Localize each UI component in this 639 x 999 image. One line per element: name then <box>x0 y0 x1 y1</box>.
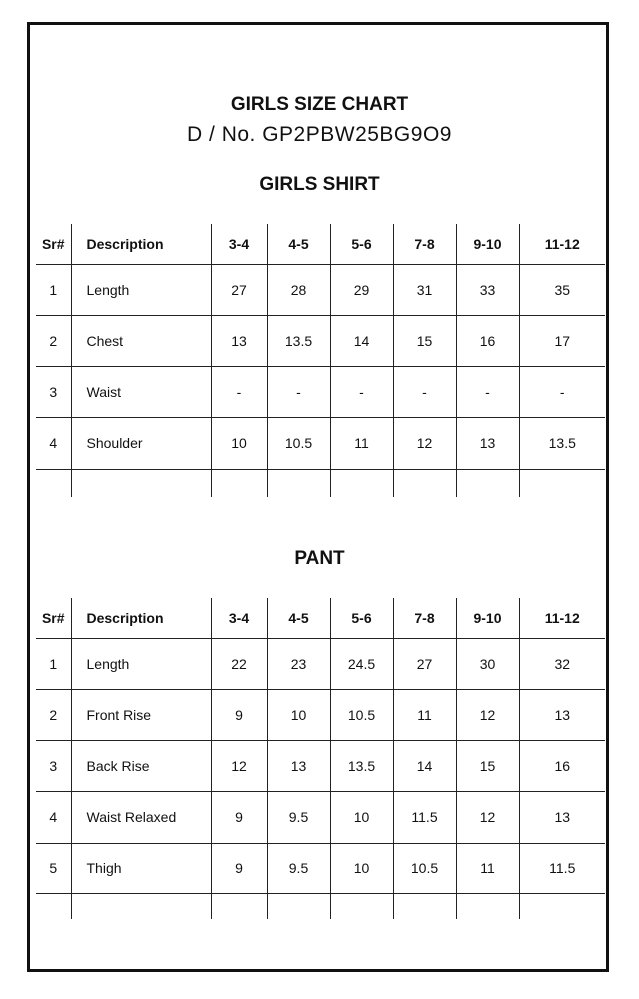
table-cell: 12 <box>393 417 456 469</box>
table-row <box>36 740 605 791</box>
column-header: Description <box>71 224 211 264</box>
table-cell: 10 <box>330 843 393 893</box>
table-cell: Waist <box>71 366 211 417</box>
column-header: 4-5 <box>267 224 330 264</box>
column-header: 4-5 <box>267 598 330 638</box>
table-cell: 5 <box>36 843 71 893</box>
table-cell: 29 <box>330 264 393 315</box>
table-cell: 14 <box>393 740 456 791</box>
table-row-empty <box>36 469 605 497</box>
table-cell: 24.5 <box>330 638 393 689</box>
table-cell: 9 <box>211 689 267 740</box>
table-cell: 13 <box>519 689 605 740</box>
shirt-size-table <box>36 224 605 497</box>
table-cell: - <box>519 366 605 417</box>
table-cell: 23 <box>267 638 330 689</box>
table-cell: 13 <box>267 740 330 791</box>
table-row <box>36 366 605 417</box>
table-cell: 17 <box>519 315 605 366</box>
table-cell: 22 <box>211 638 267 689</box>
table-cell: Thigh <box>71 843 211 893</box>
column-header: 5-6 <box>330 598 393 638</box>
design-number: D / No. GP2PBW25BG9O9 <box>187 123 452 146</box>
table-cell: 2 <box>36 315 71 366</box>
table-cell: 35 <box>519 264 605 315</box>
table-cell: 11 <box>330 417 393 469</box>
table-cell: 14 <box>330 315 393 366</box>
table-cell: - <box>267 366 330 417</box>
table-cell: Length <box>71 638 211 689</box>
column-header: 9-10 <box>456 224 519 264</box>
table-cell: 11 <box>456 843 519 893</box>
table-row <box>36 417 605 469</box>
table-cell: 13 <box>211 315 267 366</box>
table-cell: Length <box>71 264 211 315</box>
column-header: 7-8 <box>393 224 456 264</box>
table-cell: 13.5 <box>519 417 605 469</box>
table-cell: 9 <box>211 791 267 843</box>
table-cell: 30 <box>456 638 519 689</box>
table-cell: 10.5 <box>267 417 330 469</box>
table-cell: 13 <box>456 417 519 469</box>
table-row <box>36 638 605 689</box>
table-cell: 9 <box>211 843 267 893</box>
table-row <box>36 843 605 893</box>
column-header: 7-8 <box>393 598 456 638</box>
table-cell: 32 <box>519 638 605 689</box>
table-cell: 12 <box>456 791 519 843</box>
table-row <box>36 689 605 740</box>
chart-title: GIRLS SIZE CHART <box>230 94 409 115</box>
table-cell: - <box>211 366 267 417</box>
table-cell: 13 <box>519 791 605 843</box>
table-cell: - <box>330 366 393 417</box>
table-cell: 13.5 <box>267 315 330 366</box>
column-header: 3-4 <box>211 598 267 638</box>
table-cell: 11.5 <box>519 843 605 893</box>
table-cell: 15 <box>456 740 519 791</box>
table-header-row <box>36 598 605 638</box>
table-cell: 31 <box>393 264 456 315</box>
table-cell: 9.5 <box>267 843 330 893</box>
table-row <box>36 315 605 366</box>
table-cell: 13.5 <box>330 740 393 791</box>
table-cell: - <box>456 366 519 417</box>
table-cell: 3 <box>36 366 71 417</box>
shirt-section-title: GIRLS SHIRT <box>259 174 380 195</box>
table-cell: 16 <box>456 315 519 366</box>
table-cell: 12 <box>211 740 267 791</box>
table-cell: 28 <box>267 264 330 315</box>
table-cell: 3 <box>36 740 71 791</box>
table-cell: 10 <box>211 417 267 469</box>
column-header: Description <box>71 598 211 638</box>
table-cell: - <box>393 366 456 417</box>
column-header: 9-10 <box>456 598 519 638</box>
table-cell: 2 <box>36 689 71 740</box>
table-cell: 1 <box>36 638 71 689</box>
column-header: 11-12 <box>519 224 605 264</box>
table-cell: 27 <box>393 638 456 689</box>
table-cell: 9.5 <box>267 791 330 843</box>
table-cell: Waist Relaxed <box>71 791 211 843</box>
table-header-row <box>36 224 605 264</box>
table-cell: 16 <box>519 740 605 791</box>
table-cell: 27 <box>211 264 267 315</box>
table-cell: 11.5 <box>393 791 456 843</box>
table-cell: 33 <box>456 264 519 315</box>
table-cell: 15 <box>393 315 456 366</box>
table-cell: 12 <box>456 689 519 740</box>
pant-section-title: PANT <box>294 548 345 569</box>
table-cell: 10 <box>330 791 393 843</box>
column-header: 11-12 <box>519 598 605 638</box>
table-cell: 4 <box>36 417 71 469</box>
table-row <box>36 264 605 315</box>
table-cell: Shoulder <box>71 417 211 469</box>
table-cell: 11 <box>393 689 456 740</box>
column-header: 3-4 <box>211 224 267 264</box>
column-header: Sr# <box>36 598 71 638</box>
table-cell: 10.5 <box>330 689 393 740</box>
table-cell: Front Rise <box>71 689 211 740</box>
table-row-empty <box>36 893 605 919</box>
table-cell: 1 <box>36 264 71 315</box>
table-cell: 4 <box>36 791 71 843</box>
column-header: Sr# <box>36 224 71 264</box>
table-cell: 10 <box>267 689 330 740</box>
table-cell: Chest <box>71 315 211 366</box>
table-cell: Back Rise <box>71 740 211 791</box>
column-header: 5-6 <box>330 224 393 264</box>
pant-size-table <box>36 598 605 919</box>
table-cell: 10.5 <box>393 843 456 893</box>
table-row <box>36 791 605 843</box>
